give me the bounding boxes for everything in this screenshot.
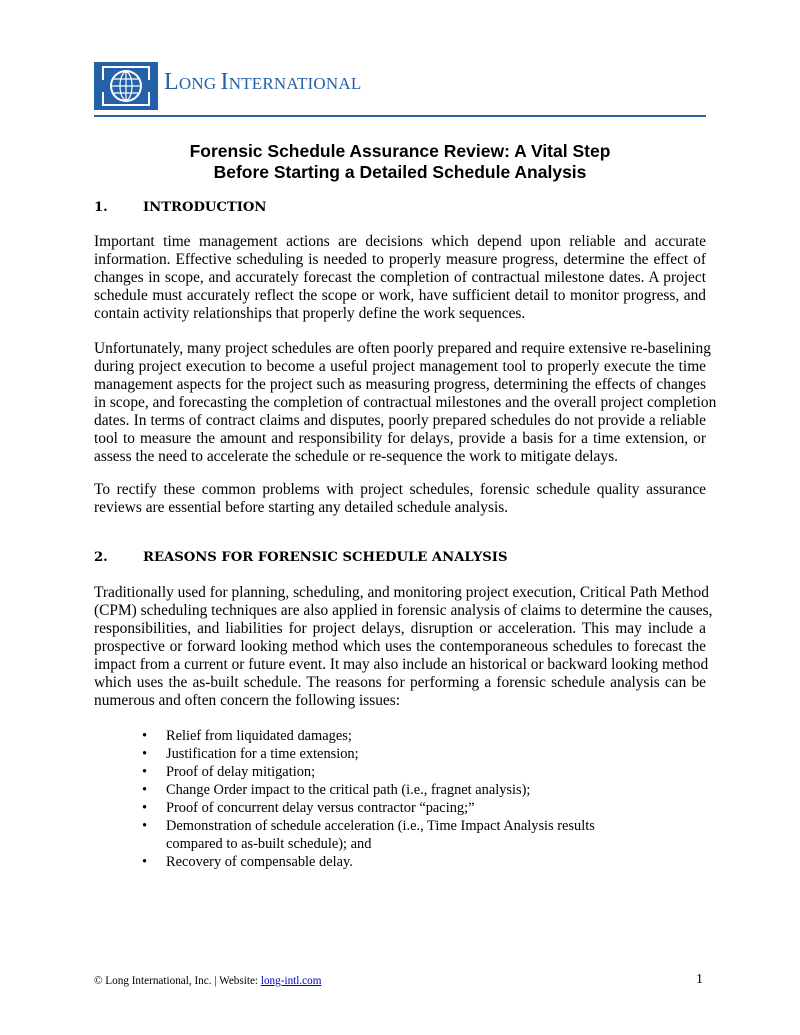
paragraph-line: tool to measure the amount and responsibility for delays, provide a basis for a time extension, or [94,430,706,447]
paragraph-line: schedule must accurately reflect the scope or work, have sufficient detail to monitor progress, and [94,287,706,304]
paragraph-line: information. Effective scheduling is needed to properly measure progress, determine the effect of [94,251,706,268]
document-page: LONG INTERNATIONAL Forensic Schedule Assurance Review: A Vital Step Before Starting a Detailed Schedule Analysis 1. INTRODUCTION Important time management actions are decisions which depend upon reliable and accurate information. Effective scheduling is needed to properly measure progress, determine the effect of changes in scope, and accurately forecast the completion of contractual milestone dates. A project schedule must accurately reflect the scope or work, have sufficient detail to monitor progress, and contain activity relationships that properly define the work sequences. Unfortunately, many project schedules are often poorly prepared and require extensive re-baselining during project execution to become a useful project management tool to properly execute the time management aspects for the project such as measuring progress, determining the effects of changes in scope, and forecasting the completion of contractual milestones and the overall project completion dates. In terms of contract claims and disputes, poorly prepared schedules do not provide a reliable tool to measure the amount and responsibility for delays, provide a basis for a time extension, or assess the need to accelerate the schedule or re-sequence the work to mitigate delays. To rectify these common problems with project schedules, forensic schedule quality assurance reviews are essential before starting any detailed schedule analysis. 2. REASONS FOR FORENSIC SCHEDULE ANALYSIS Traditionally used for planning, scheduling, and monitoring project execution, Critical Path Method (CPM) scheduling techniques are also applied in forensic analysis of claims to determine the causes, responsibilities, and liabilities for project delays, disruption or acceleration. This may include a prospective or forward looking method which uses the contemporaneous schedules to forecast the impact from a current or future event. It may also include an historical or backward looking method which uses the as-built schedule. The reasons for performing a forensic schedule analysis can be numerous and often concern the following issues: • Relief from liquidated damages; • Justification for a time extension; • Proof of delay mitigation; • Change Order impact to the critical path (i.e., fragnet analysis); • Proof of concurrent delay versus contractor “pacing;” • Demonstration of schedule acceleration (i.e., Time Impact Analysis results compared to as-built schedule); and • Recovery of compensable delay. © Long International, Inc. | Website: long-intl.com 1 [0,0,800,1035]
bullet-icon: • [142,818,148,834]
page-number: 1 [696,972,703,987]
bullet-icon: • [142,728,148,744]
bullet-icon: • [142,782,148,798]
document-title-line-1: Forensic Schedule Assurance Review: A Vital Step [189,141,611,161]
bullet-icon: • [142,800,148,816]
website-link[interactable]: long-intl.com [260,975,322,987]
paragraph-line: (CPM) scheduling techniques are also applied in forensic analysis of claims to determine the causes, [94,602,713,619]
paragraph-line: Traditionally used for planning, scheduling, and monitoring project execution, Critical Path Method [94,584,709,601]
paragraph-line: in scope, and forecasting the completion of contractual milestones and the overall project completion [94,394,717,411]
paragraph-line: prospective or forward looking method which uses the contemporaneous schedules to forecast the [94,638,706,655]
paragraph-line: which uses the as-built schedule. The reasons for performing a forensic schedule analysis can be [94,674,706,691]
section-heading-reasons: 2. REASONS FOR FORENSIC SCHEDULE ANALYSIS [94,550,508,565]
paragraph-line: numerous and often concern the following issues: [94,692,401,709]
page-footer [94,975,321,987]
bullet-icon: • [142,746,148,762]
paragraph-line: management aspects for the project such as measuring progress, determining the effects of changes [94,376,706,393]
header-divider [94,115,706,117]
document-title-line-2: Before Starting a Detailed Schedule Analysis [213,162,587,182]
paragraph-line: To rectify these common problems with project schedules, forensic schedule quality assurance [94,481,706,498]
paragraph-line: reviews are essential before starting any detailed schedule analysis. [94,499,509,516]
globe-grid-logo-icon [94,62,158,110]
paragraph-line: impact from a current or future event. It may also include an historical or backward looking method [94,656,709,673]
paragraph-line: assess the need to accelerate the schedule or re-sequence the work to mitigate delays. [94,448,618,465]
paragraph-line: during project execution to become a useful project management tool to properly execute the time [94,358,706,375]
section-heading-introduction: 1. INTRODUCTION [94,200,267,215]
paragraph-line: contain activity relationships that properly define the work sequences. [94,305,526,322]
paragraph-line: changes in scope, and accurately forecast the completion of contractual milestone dates. A project [94,269,706,286]
paragraph-line: dates. In terms of contract claims and disputes, poorly prepared schedules do not provide a reliable [94,412,706,429]
paragraph-line: Important time management actions are decisions which depend upon reliable and accurate [94,233,706,250]
paragraph-line: responsibilities, and liabilities for project delays, disruption or acceleration. This may include a [94,620,706,637]
footer-copyright: © Long International, Inc. | Website: [94,975,261,987]
company-name: LONG INTERNATIONAL [164,69,362,95]
paragraph-line: Unfortunately, many project schedules are often poorly prepared and require extensive re-baselining [94,340,711,357]
bullet-icon: • [142,764,148,780]
bullet-icon: • [142,854,148,870]
